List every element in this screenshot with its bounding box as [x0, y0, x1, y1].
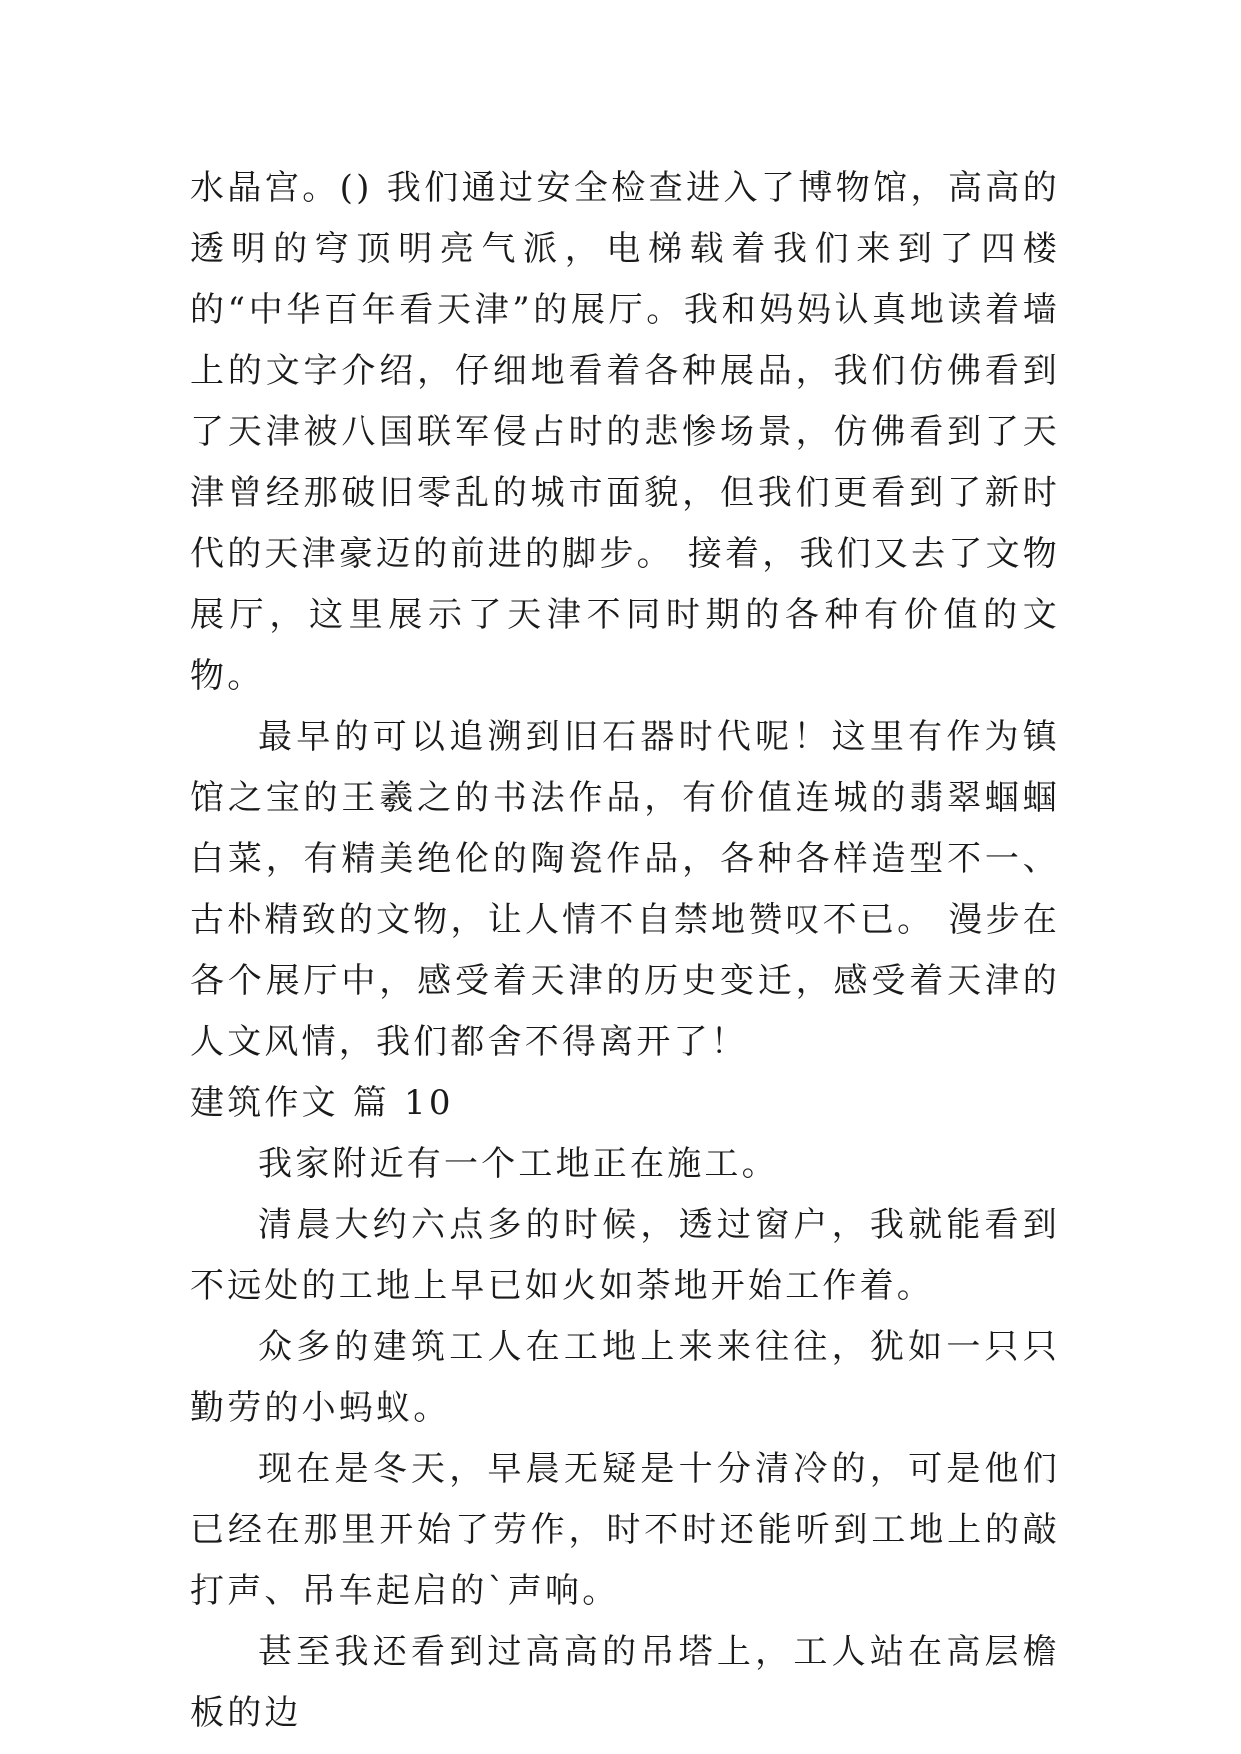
- paragraph-winter: 现在是冬天，早晨无疑是十分清冷的，可是他们已经在那里开始了劳作，时不时还能听到工地上的敲打声、吊车起启的`声响。: [190, 1449, 1060, 1611]
- section-heading: 建筑作文 篇 10: [190, 1083, 454, 1123]
- paragraph-early-morning: 清晨大约六点多的时候，透过窗户，我就能看到不远处的工地上早已如火如荼地开始工作着。: [190, 1205, 1060, 1306]
- paragraph-tower-crane: 甚至我还看到过高高的吊塔上，工人站在高层檐板的边: [190, 1632, 1060, 1733]
- paragraph-museum-visit: 水晶宫。() 我们通过安全检查进入了博物馆，高高的透明的穹顶明亮气派，电梯载着我们来到了四楼的“中华百年看天津”的展厅。我和妈妈认真地读着墙上的文字介绍，仔细地看着各种展品，我们仿佛看到了天津被八国联军侵占时的悲惨场景，仿佛看到了天津曾经那破旧零乱的城市面貌，但我们更看到了新时代的天津豪迈的前进的脚步。 接着，我们又去了文物展厅，这里展示了天津不同时期的各种有价值的文物。: [190, 168, 1060, 696]
- paragraph-workers: 众多的建筑工人在工地上来来往往，犹如一只只勤劳的小蚂蚁。: [190, 1327, 1060, 1428]
- paragraph-construction-site: 我家附近有一个工地正在施工。: [258, 1144, 779, 1184]
- document-body: [190, 158, 1060, 1744]
- paragraph-exhibits: 最早的可以追溯到旧石器时代呢！这里有作为镇馆之宝的王羲之的书法作品，有价值连城的翡翠蝈蝈白菜，有精美绝伦的陶瓷作品，各种各样造型不一、古朴精致的文物，让人情不自禁地赞叹不已。 漫步在各个展厅中，感受着天津的历史变迁，感受着天津的人文风情，我们都舍不得离开了！: [190, 717, 1060, 1062]
